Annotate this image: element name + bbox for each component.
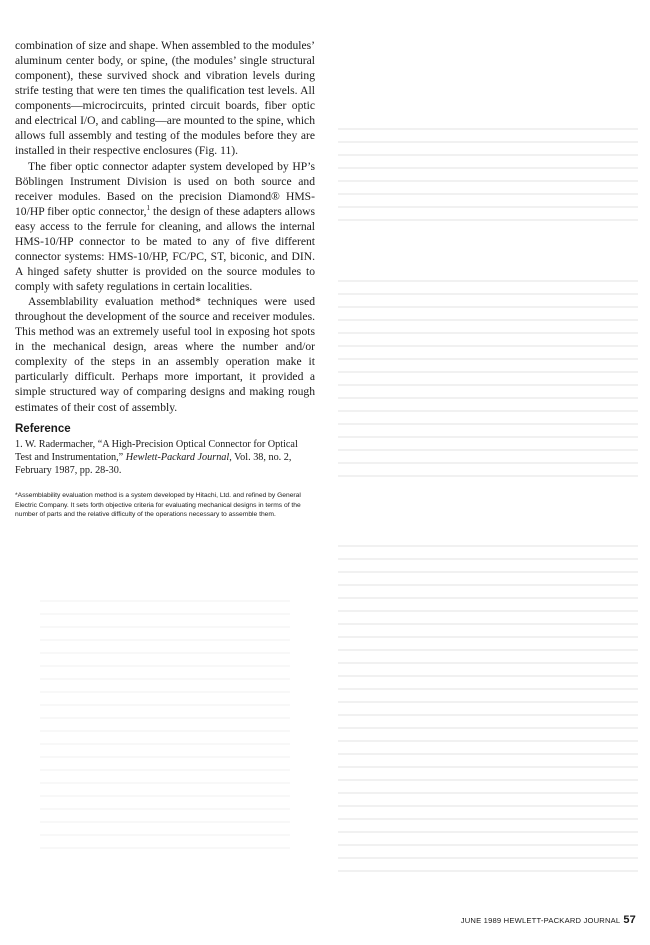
show-through-text-block	[338, 128, 638, 223]
text-column	[15, 38, 315, 519]
footnote: *Assemblability evaluation method is a system developed by Hitachi, Ltd. and refined by General Electric Company. It sets forth objective criteria for evaluating mechanical designs in terms of the number of parts and the relative difficulty of the operations necessary to assemble them.	[15, 492, 301, 518]
page-footer	[461, 914, 636, 926]
footer-issue: JUNE 1989 HEWLETT-PACKARD JOURNAL	[460, 916, 621, 925]
reference-marker: 1	[146, 203, 151, 212]
reference-journal: Hewlett-Packard Journal	[125, 451, 230, 463]
show-through-figure	[40, 600, 290, 850]
reference-heading: Reference	[15, 422, 71, 435]
reference-details: , Vol. 38, no. 2, February 1987, pp. 28-30.	[15, 451, 292, 476]
show-through-text-block	[338, 545, 638, 875]
reference-authors-title: W. Radermacher, “A High-Precision Optical Connector for Optical Test and Instrumentation,”	[15, 438, 298, 463]
body-paragraph-3: Assemblability evaluation method* techniques were used throughout the development of the source and receiver modules. This method was an extremely useful tool in exposing hot spots in the mechanical design, areas where the number and/or complexity of the steps in an assembly operation make it particularly difficult. Perhaps more important, it provided a simple structured way of comparing designs and making rough estimates of their cost of assembly.	[15, 295, 315, 414]
show-through-text-block	[338, 280, 638, 480]
reference-number: 1.	[15, 438, 23, 450]
body-paragraph-2	[15, 159, 315, 295]
paragraph-2-text-a: The fiber optic connector adapter system developed by HP’s Böblingen Instrument Division is used on both source and receiver modules. Based on the precision Diamond® HMS-10/HP fiber optic connector,	[15, 159, 315, 218]
page-number: 57	[623, 914, 636, 926]
paragraph-2-text-b: the design of these adapters allows easy access to the ferrule for cleaning, and allows the internal HMS-10/HP connector to be mated to any of five different connector systems: HMS-10/HP, FC/PC, ST, biconic, and DIN. A hinged safety shutter is provided on the source modules to comply with safety regulations in certain localities.	[15, 204, 316, 293]
reference-item-1	[15, 438, 315, 478]
body-paragraph-1: combination of size and shape. When assembled to the modules’ aluminum center body, or spine, (the modules’ single structural component), these survived shock and vibration levels during strife testing that were ten times the qualification test levels. All components—microcircuits, printed circuit boards, fiber optic and electrical I/O, and cabling—are mounted to the spine, which allows full assembly and testing of the modules before they are installed in their respective enclosures (Fig. 11).	[15, 39, 315, 158]
